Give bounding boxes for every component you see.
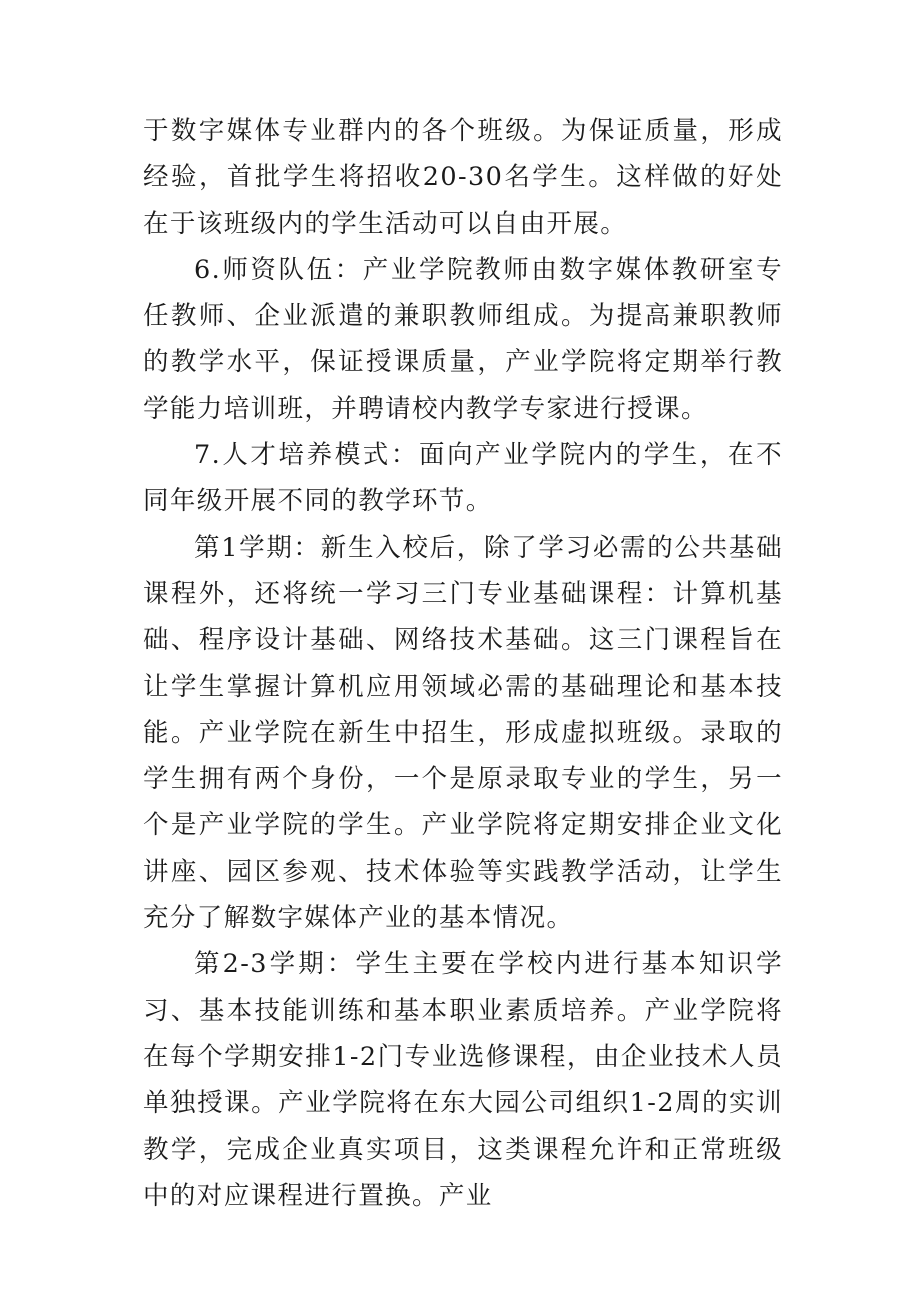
paragraph-5-semester-2-3: 第2-3学期：学生主要在学校内进行基本知识学习、基本技能训练和基本职业素质培养。产业学院将在每个学期安排1-2门专业选修课程，由企业技术人员单独授课。产业学院将在东大园公司组织1-2周的实训教学，完成企业真实项目，这类课程允许和正常班级中的对应课程进行置换。产业	[143, 949, 783, 1211]
paragraph-3-training-model: 7.人才培养模式：面向产业学院内的学生，在不同年级开展不同的教学环节。	[143, 440, 783, 517]
paragraph-2-faculty: 6.师资队伍：产业学院教师由数字媒体教研室专任教师、企业派遣的兼职教师组成。为提高兼职教师的教学水平，保证授课质量，产业学院将定期举行教学能力培训班，并聘请校内教学专家进行授课。	[143, 254, 783, 424]
paragraph-1: 于数字媒体专业群内的各个班级。为保证质量，形成经验，首批学生将招收20-30名学生。这样做的好处在于该班级内的学生活动可以自由开展。	[143, 116, 783, 239]
paragraph-4-semester-1: 第1学期：新生入校后，除了学习必需的公共基础课程外，还将统一学习三门专业基础课程：计算机基础、程序设计基础、网络技术基础。这三门课程旨在让学生掌握计算机应用领域必需的基础理论和基本技能。产业学院在新生中招生，形成虚拟班级。录取的学生拥有两个身份，一个是原录取专业的学生，另一个是产业学院的学生。产业学院将定期安排企业文化讲座、园区参观、技术体验等实践教学活动，让学生充分了解数字媒体产业的基本情况。	[143, 532, 783, 934]
document-body	[143, 108, 783, 1219]
